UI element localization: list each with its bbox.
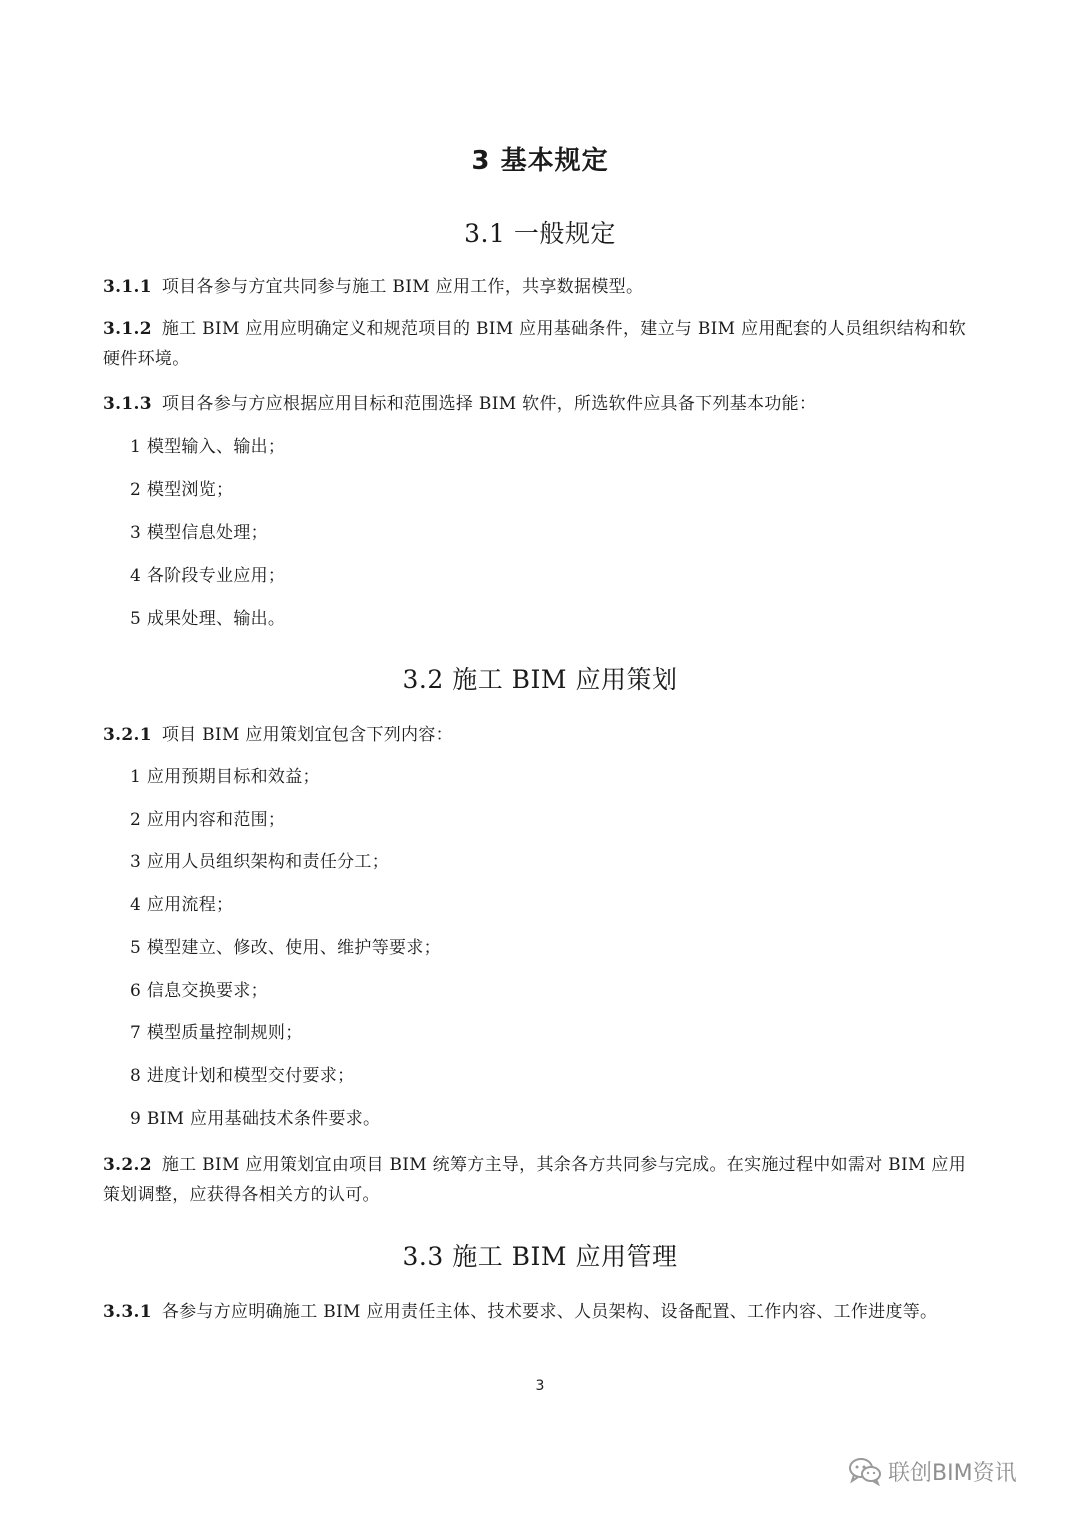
clause-text: 项目各参与方应根据应用目标和范围选择 BIM 软件，所选软件应具备下列基本功能： [161, 394, 817, 414]
clause-number: 3.1.2 [103, 319, 152, 339]
clause-number: 3.2.2 [103, 1155, 152, 1175]
clause [103, 720, 983, 750]
list-item: 3 应用人员组织架构和责任分工； [130, 852, 390, 872]
list-item: 5 模型建立、修改、使用、维护等要求； [130, 938, 441, 958]
clause-text: 施工 BIM 应用策划宜由项目 BIM 统筹方主导，其余各方共同参与完成。在实施过程中如需对 BIM 应用策划调整，应获得各相关方的认可。 [103, 1155, 966, 1205]
watermark-text: 联创BIM资讯 [888, 1460, 1017, 1486]
list-item: 7 模型质量控制规则； [130, 1023, 303, 1043]
clause-number: 3.1.1 [103, 277, 152, 297]
clause-text: 项目 BIM 应用策划宜包含下列内容： [161, 725, 453, 745]
watermark [848, 1453, 1017, 1489]
clause [103, 389, 983, 419]
chapter-title: 3 基本规定 [471, 146, 609, 176]
clause [103, 272, 983, 302]
clause [103, 1297, 983, 1327]
list-item: 6 信息交换要求； [130, 981, 268, 1001]
list-item: 8 进度计划和模型交付要求； [130, 1066, 355, 1086]
page-number: 3 [535, 1378, 545, 1394]
list-item: 9 BIM 应用基础技术条件要求。 [130, 1109, 381, 1129]
section-title: 3.2 施工 BIM 应用策划 [402, 665, 678, 694]
list-item: 5 成果处理、输出。 [130, 609, 286, 629]
clause [103, 314, 983, 374]
list-item: 4 应用流程； [130, 895, 234, 915]
section-title: 3.1 一般规定 [464, 219, 616, 248]
list-item: 4 各阶段专业应用； [130, 566, 286, 586]
clause-text: 施工 BIM 应用应明确定义和规范项目的 BIM 应用基础条件，建立与 BIM 应用配套的人员组织结构和软硬件环境。 [103, 319, 966, 369]
list-item: 3 模型信息处理； [130, 523, 268, 543]
list-item: 1 模型输入、输出； [130, 437, 286, 457]
clause-text: 项目各参与方宜共同参与施工 BIM 应用工作，共享数据模型。 [161, 277, 644, 297]
clause-number: 3.2.1 [103, 725, 152, 745]
clause [103, 1150, 983, 1210]
list-item: 2 应用内容和范围； [130, 810, 286, 830]
clause-number: 3.3.1 [103, 1302, 152, 1322]
clause-text: 各参与方应明确施工 BIM 应用责任主体、技术要求、人员架构、设备配置、工作内容、工作进度等。 [161, 1302, 938, 1322]
list-item: 1 应用预期目标和效益； [130, 767, 320, 787]
clause-number: 3.1.3 [103, 394, 152, 414]
list-item: 2 模型浏览； [130, 480, 234, 500]
section-title: 3.3 施工 BIM 应用管理 [402, 1242, 678, 1271]
wechat-icon [848, 1456, 882, 1486]
